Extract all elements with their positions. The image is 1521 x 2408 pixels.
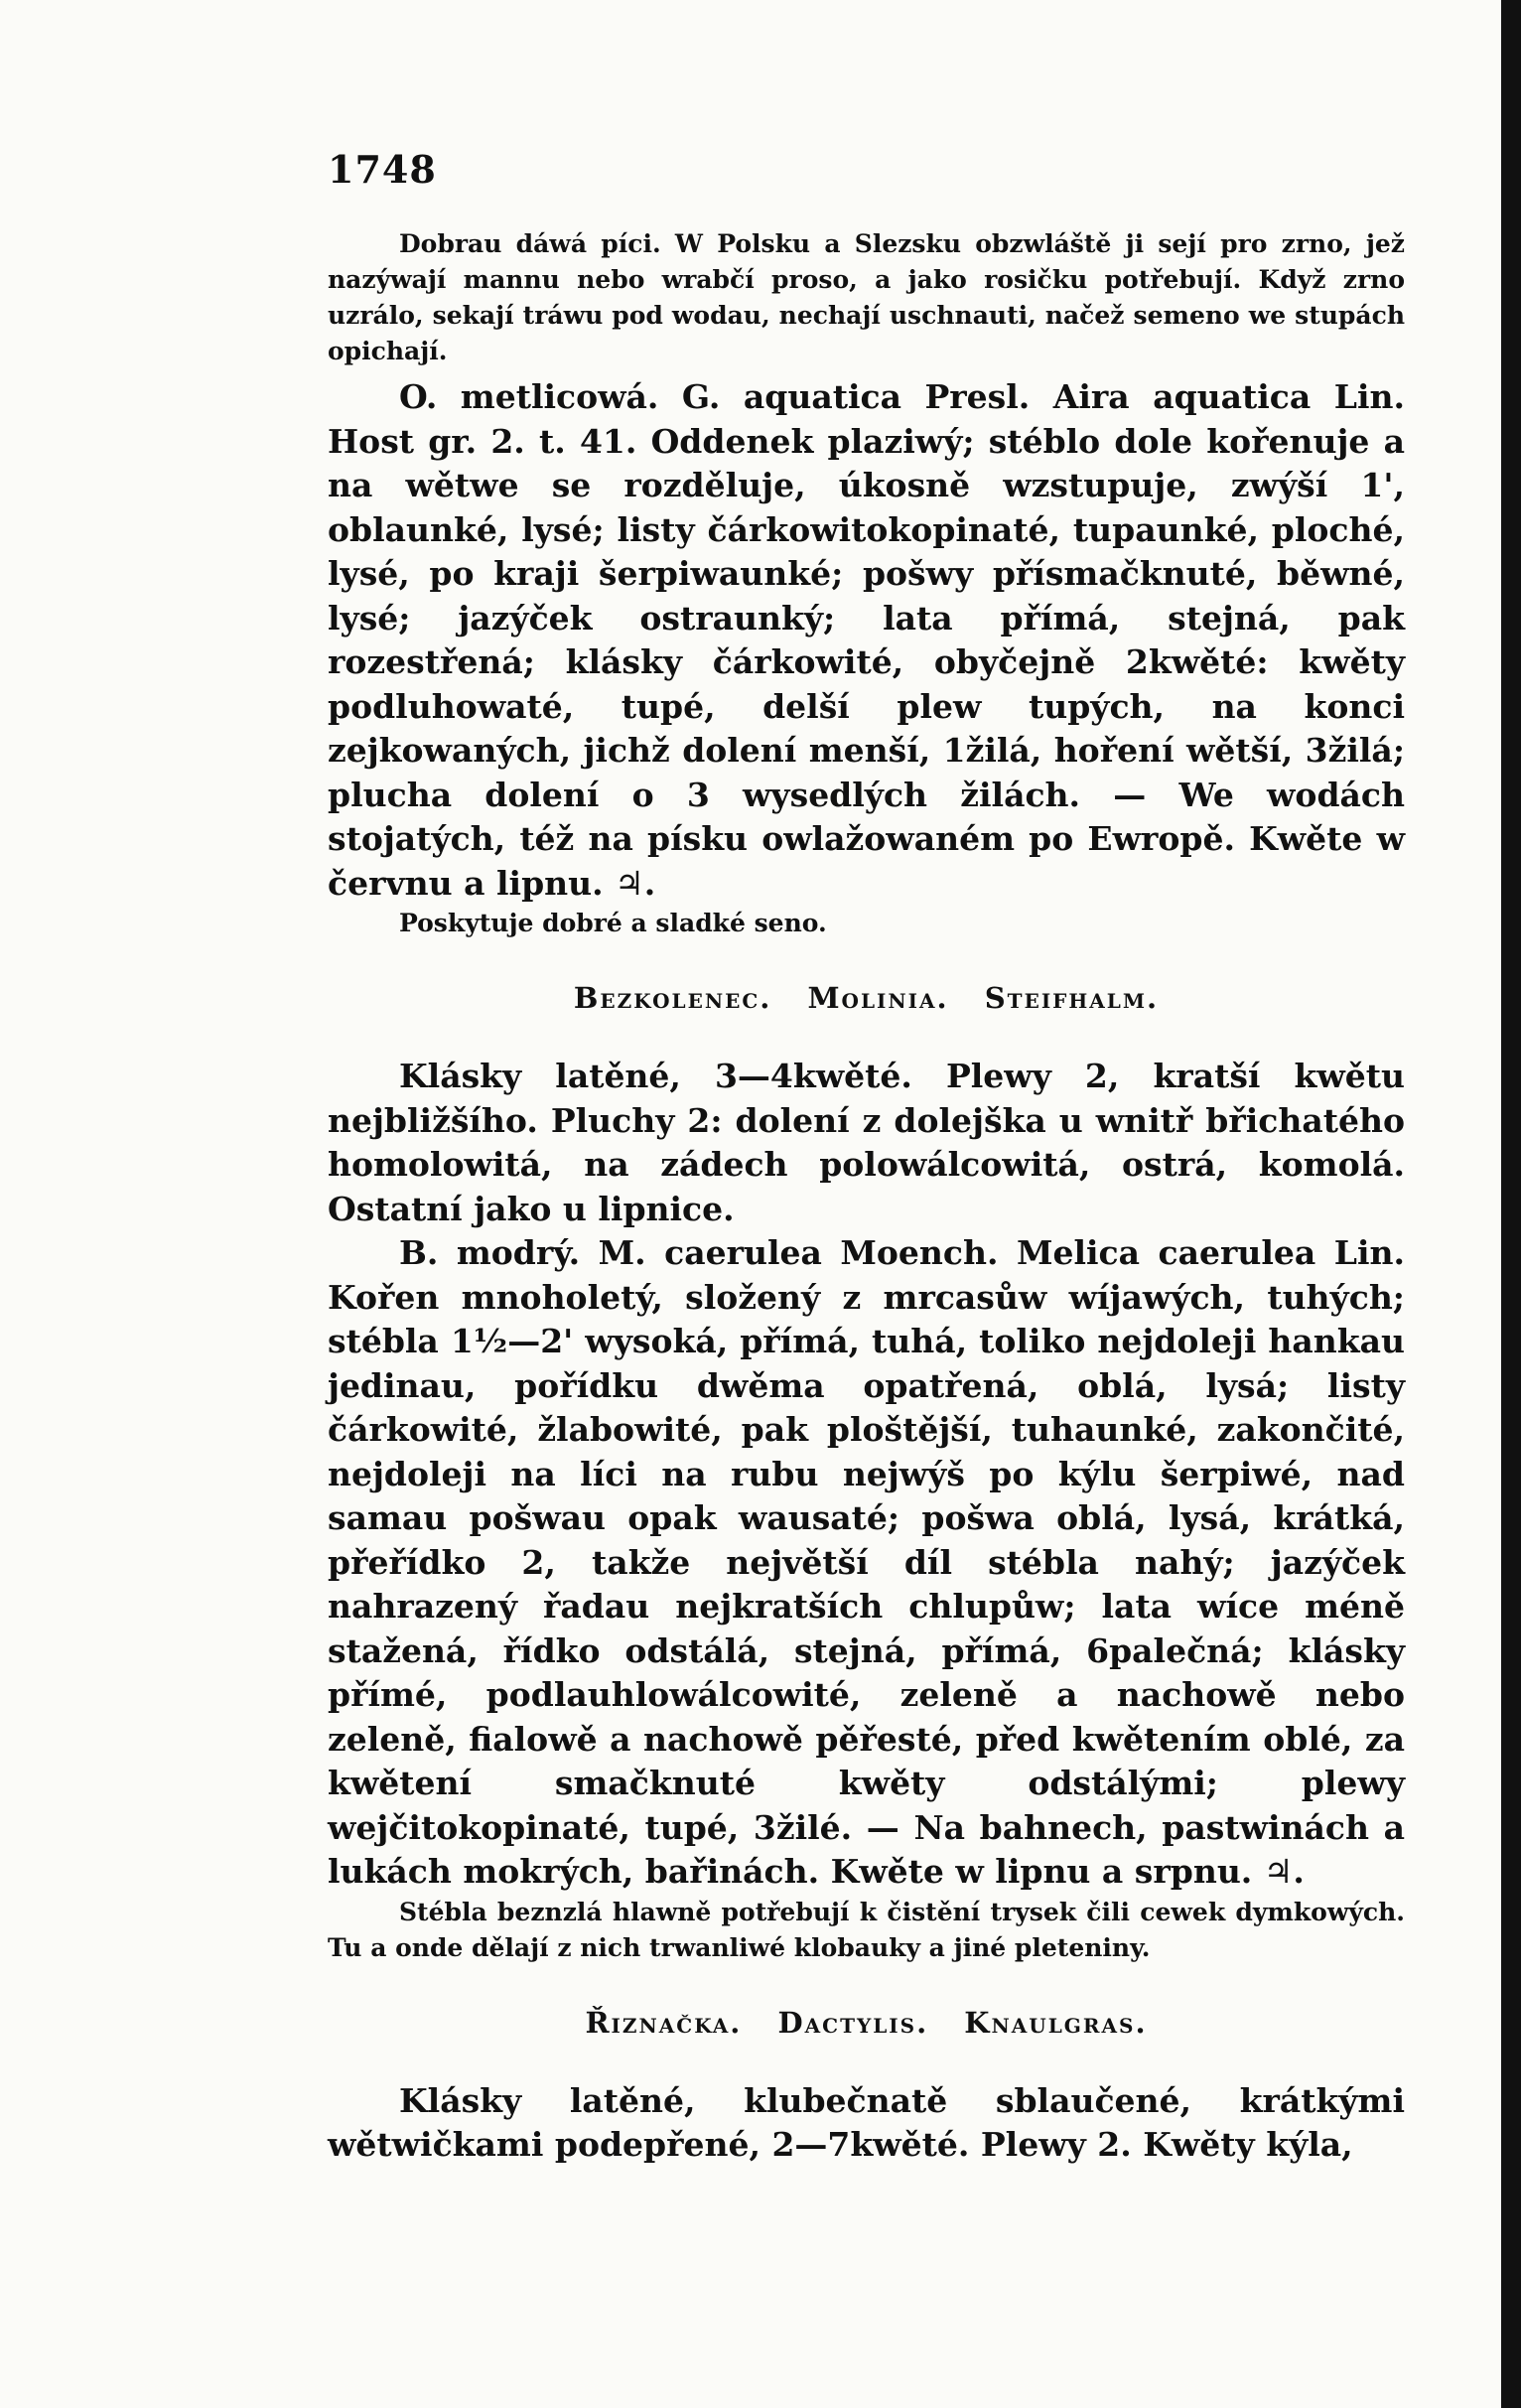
page-content bbox=[328, 226, 1405, 2168]
page-number: 1748 bbox=[328, 147, 437, 192]
paragraph-millet-use: Dobrau dáwá píci. W Polsku a Slezsku obzwláště ji sejí pro zrno, jež nazýwají mannu nebo wrabčí proso, a jako rosičku potřebují. Když zrno uzrálo, sekají tráwu pod wodau, nechají uschnauti, načež semeno we stupách opichají. bbox=[328, 229, 1405, 365]
paragraph-hay-note: Poskytuje dobré a sladké seno. bbox=[399, 909, 827, 937]
paragraph-molinia-caerulea: B. modrý. M. caerulea Moench. Melica caerulea Lin. Kořen mnoholetý, složený z mrcasůw wíjawých, tuhých; stébla 1½—2' wysoká, přímá, tuhá, toliko nejdoleji hankau jedinau, pořídku dwěma opatřená, oblá, lysá; listy čárkowité, žlabowité, pak ploštější, tuhaunké, zakončité, nejdoleji na líci na rubu nejwýš po kýlu šerpiwé, nad samau pošwau opak wausaté; pošwa oblá, lysá, krátká, přeřídko 2, takže největší díl stébla nahý; jazýček nahrazený řadau nejkratších chlupůw; lata wíce méně stažená, řídko odstálá, stejná, přímá, 6palečná; klásky přímé, podlauhlowálcowité, zeleně a nachowě nebo zeleně, fialowě a nachowě pěřesté, před kwětením oblé, za kwětení smačknuté kwěty odstálými; plewy wejčitokopinaté, tupé, 3žilé. — Na bahnech, pastwinách a lukách mokrých, bařinách. Kwěte w lipnu a srpnu. ♃. bbox=[328, 1233, 1405, 1891]
paragraph-dactylis-genus: Klásky latěné, klubečnatě sblaučené, krátkými wětwičkami podepřené, 2—7kwěté. Plewy 2. Kwěty kýla, bbox=[328, 2080, 1405, 2164]
paragraph-glyceria-aquatica: O. metlicowá. G. aquatica Presl. Aira aquatica Lin. Host gr. 2. t. 41. Oddenek plaziwý; stéblo dole kořenuje a na wětwe se rozděluje, úkosně wzstupuje, zwýší 1', oblaunké, lysé; listy čárkowitokopinaté, tupaunké, ploché, lysé, po kraji šerpiwaunké; pošwy přísmačknuté, běwné, lysé; jazýček ostraunký; lata přímá, stejná, pak rozestřená; klásky čárkowité, obyčejně 2kwěté: kwěty podluhowaté, tupé, delší plew tupých, na konci zejkowaných, jichž dolení menší, 1žilá, hoření wětší, 3žilá; plucha dolení o 3 wysedlých žilách. — We wodách stojatých, též na písku owlažowaném po Ewropě. Kwěte w červnu a lipnu. ♃. bbox=[328, 377, 1405, 903]
paragraph-molinia-genus: Klásky latěné, 3—4kwěté. Plewy 2, kratší kwětu nejbližšího. Pluchy 2: dolení z dolejška u wnitř břichatého homolowitá, na zádech polowálcowitá, ostrá, komolá. Ostatní jako u lipnice. bbox=[328, 1057, 1405, 1228]
genus-heading-dactylis: Řiznačka. Dactylis. Knaulgras. bbox=[585, 2005, 1148, 2040]
scan-edge bbox=[1501, 0, 1521, 2408]
paragraph-stalk-use: Stébla beznzlá hlawně potřebují k čistění trysek čili cewek dymkowých. Tu a onde dělají z nich trwanliwé klobauky a jiné pleteniny. bbox=[328, 1897, 1405, 1962]
genus-heading-molinia: Bezkolenec. Molinia. Steifhalm. bbox=[573, 981, 1160, 1015]
